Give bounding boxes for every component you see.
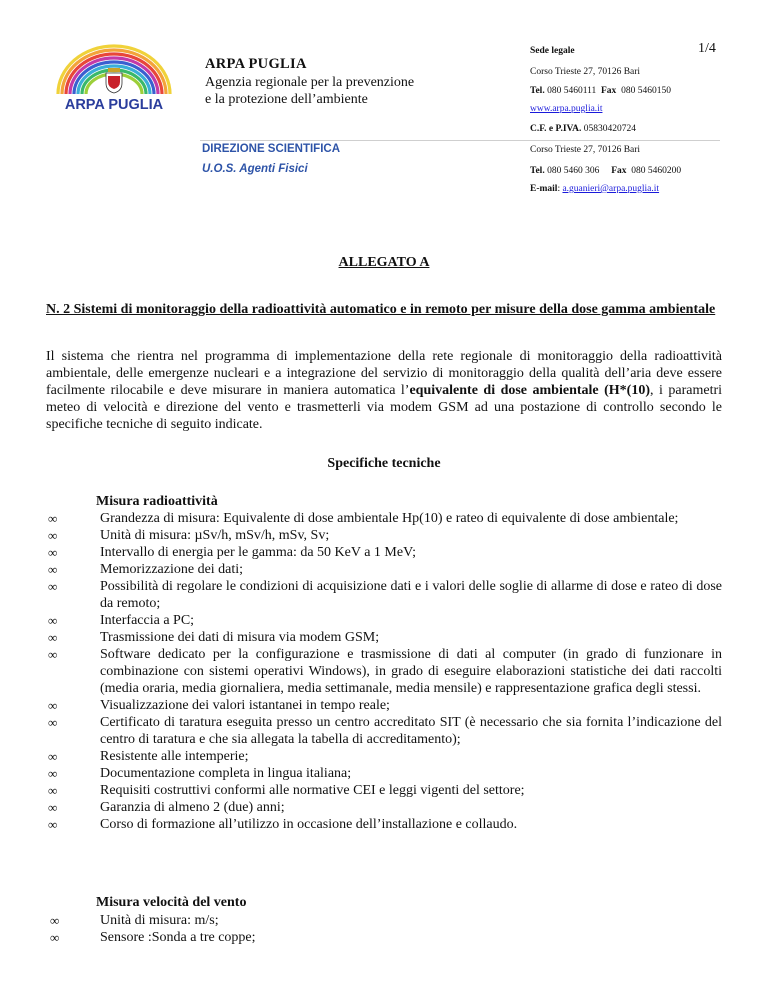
list-item	[46, 561, 722, 578]
bullet-icon: ∞	[48, 579, 58, 594]
bullet-icon: ∞	[50, 913, 60, 928]
bullet-icon: ∞	[50, 930, 60, 945]
header-divider	[200, 140, 720, 141]
list-item	[46, 629, 722, 646]
department-phone-fax: Tel. 080 5460 306 Fax 080 5460200	[530, 166, 682, 176]
list-item	[46, 527, 722, 544]
bullet-icon: ∞	[48, 766, 58, 781]
svg-text:ARPA PUGLIA: ARPA PUGLIA	[64, 97, 164, 112]
bullet-icon: ∞	[48, 749, 58, 764]
list-item	[46, 697, 722, 714]
list-item-text: Resistente alle intemperie;	[100, 749, 249, 764]
list-item-text: Interfaccia a PC;	[100, 613, 195, 628]
bullet-icon: ∞	[48, 562, 58, 577]
list-item-text: Trasmissione dei dati di misura via modem GSM;	[100, 630, 380, 645]
list-item	[46, 765, 722, 782]
list-item	[46, 544, 722, 561]
list-item	[46, 612, 722, 629]
arpa-puglia-logo	[50, 38, 178, 112]
section-heading-radioactivity: Misura radioattività	[96, 494, 218, 509]
spec-heading: Specifiche tecniche	[327, 456, 441, 471]
section-heading-wind-speed: Misura velocità del vento	[96, 895, 247, 910]
list-item-text: Software dedicato per la configurazione e trasmissione di dati al computer (in grado di funzionare in combinazione con sistemi operativi Windows), in grado di eseguire elaborazioni statistiche dei dati raccolti (media oraria, media giornaliera, media settimanale, media mensile) e rappresentazione grafica degli stessi.	[100, 647, 722, 696]
list-item-text: Unità di misura: µSv/h, mSv/h, mSv, Sv;	[100, 528, 330, 543]
website-link[interactable]: www.arpa.puglia.it	[530, 104, 603, 114]
list-item-text: Memorizzazione dei dati;	[100, 562, 244, 577]
list-item-text: Intervallo di energia per le gamma: da 50 KeV a 1 MeV;	[100, 545, 417, 560]
department-email: E-mail: a.guanieri@arpa.puglia.it	[530, 184, 660, 194]
department-address: Corso Trieste 27, 70126 Bari	[530, 145, 641, 155]
document-heading: ALLEGATO A	[338, 255, 430, 270]
coat-of-arms-icon	[106, 68, 122, 93]
list-item-text: Sensore :Sonda a tre coppe;	[100, 930, 256, 945]
list-item	[46, 510, 722, 527]
list-item-text: Unità di misura: m/s;	[100, 913, 219, 928]
legal-address: Corso Trieste 27, 70126 Bari	[530, 67, 641, 77]
tax-code: C.F. e P.IVA. 05830420724	[530, 124, 637, 134]
list-item	[46, 929, 722, 946]
department-name: DIREZIONE SCIENTIFICA	[202, 143, 341, 155]
bullet-icon: ∞	[48, 511, 58, 526]
list-item	[46, 782, 722, 799]
list-item	[46, 714, 722, 748]
intro-paragraph: Il sistema che rientra nel programma di implementazione della rete regionale di monitoraggio della radioattività ambientale, delle emergenze nucleari e a integrazione del servizio di monitoraggio della qualità dell’aria deve essere facilmente rilocabile e deve misurare in maniera automatica l’equivalente di dose ambientale (H*(10), i parametri meteo di velocità e direzione del vento e trasmetterli via modem GSM ad una postazione di controllo secondo le specifiche tecniche di seguito indicate.	[46, 349, 723, 432]
list-item-text: Visualizzazione dei valori istantanei in tempo reale;	[100, 698, 390, 713]
list-item	[46, 748, 722, 765]
list-item	[46, 799, 722, 816]
bullet-icon: ∞	[48, 613, 58, 628]
page-number: 1/4	[698, 41, 716, 56]
list-item	[46, 646, 722, 697]
bullet-icon: ∞	[48, 545, 58, 560]
wind-speed-spec-list	[46, 912, 722, 946]
list-item	[46, 578, 722, 612]
bullet-icon: ∞	[48, 630, 58, 645]
bullet-icon: ∞	[48, 817, 58, 832]
list-item-text: Grandezza di misura: Equivalente di dose ambientale Hp(10) e rateo di equivalente di dose ambientale;	[100, 511, 679, 526]
bullet-icon: ∞	[48, 800, 58, 815]
org-subtitle: Agenzia regionale per la prevenzione e la protezione dell’ambiente	[205, 75, 415, 107]
org-name: ARPA PUGLIA	[205, 56, 307, 72]
list-item	[46, 816, 722, 833]
email-link[interactable]: a.guanieri@arpa.puglia.it	[562, 184, 660, 194]
bullet-icon: ∞	[48, 698, 58, 713]
bullet-icon: ∞	[48, 528, 58, 543]
radioactivity-spec-list	[46, 510, 722, 833]
bullet-icon: ∞	[48, 783, 58, 798]
bullet-icon: ∞	[48, 647, 58, 662]
list-item-text: Garanzia di almeno 2 (due) anni;	[100, 800, 285, 815]
document-title: N. 2 Sistemi di monitoraggio della radioattività automatico e in remoto per misure della dose gamma ambientale	[46, 302, 716, 317]
unit-name: U.O.S. Agenti Fisici	[202, 163, 308, 175]
list-item-text: Certificato di taratura eseguita presso un centro accreditato SIT (è necessario che sia fornita l’indicazione del centro di taratura e che sia allegata la tabella di accreditamento);	[100, 715, 722, 747]
legal-phone-fax: Tel. 080 5460111 Fax 080 5460150	[530, 86, 671, 96]
bullet-icon: ∞	[48, 715, 58, 730]
list-item-text: Documentazione completa in lingua italiana;	[100, 766, 352, 781]
list-item-text: Corso di formazione all’utilizzo in occasione dell’installazione e collaudo.	[100, 817, 518, 832]
list-item-text: Possibilità di regolare le condizioni di acquisizione dati e i valori delle soglie di allarme di dose e rateo di dose da remoto;	[100, 579, 722, 611]
sede-label: Sede legale	[530, 46, 575, 56]
list-item-text: Requisiti costruttivi conformi alle normative CEI e leggi vigenti del settore;	[100, 783, 525, 798]
list-item	[46, 912, 722, 929]
